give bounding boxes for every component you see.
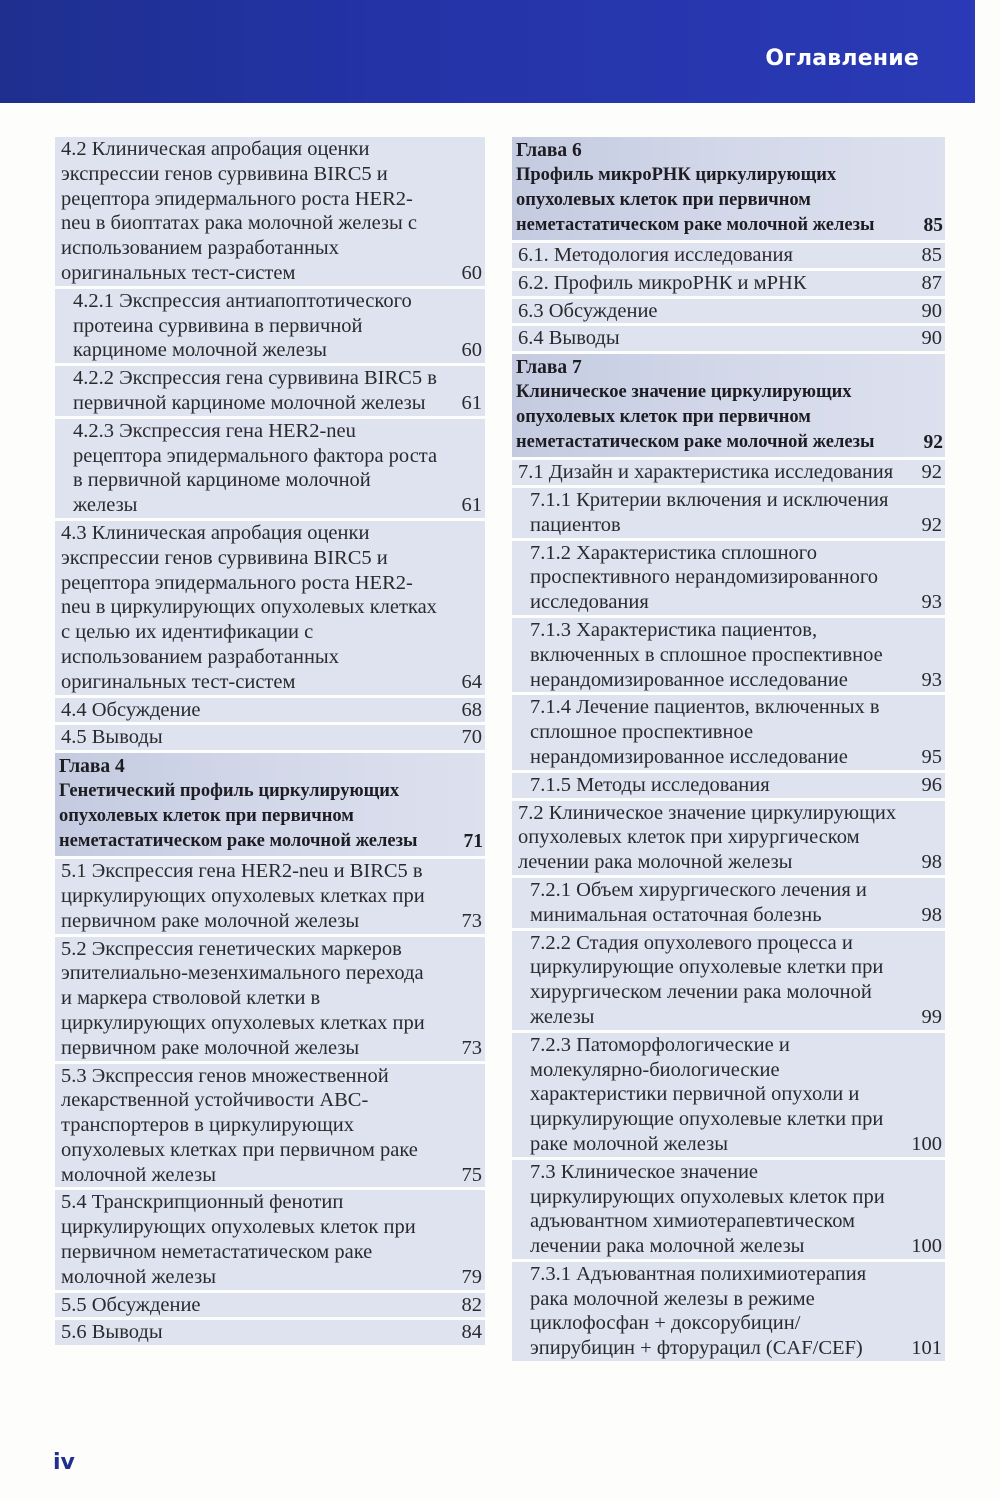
toc-entry[interactable] xyxy=(512,878,945,928)
toc-entry[interactable] xyxy=(55,289,485,363)
chapter-number: Глава 6 xyxy=(516,140,582,161)
chapter-heading[interactable] xyxy=(55,753,485,856)
toc-entry[interactable] xyxy=(512,931,945,1030)
toc-entry-page: 85 xyxy=(916,243,943,268)
chapter-title: Профиль микроРНК циркулирующих опухолевых клеток при первичном неметастатическом раке молочной железы xyxy=(516,165,875,235)
toc-entry[interactable] xyxy=(512,695,945,769)
toc-entry-page: 73 xyxy=(456,909,483,934)
toc-entry[interactable] xyxy=(512,299,945,324)
toc-entry-page: 98 xyxy=(916,903,943,928)
header-band xyxy=(0,0,975,103)
chapter-page-number: 92 xyxy=(923,432,943,454)
toc-entry-text: 7.3.1 Адъювантная полихимиотерапия рака молочной железы в режиме циклофосфан + доксорубицин/эпирубицин + фторурацил (CAF/CEF) xyxy=(530,1262,867,1360)
toc-entry[interactable] xyxy=(512,271,945,296)
toc-entry-page: 84 xyxy=(456,1320,483,1345)
toc-entry[interactable] xyxy=(512,1033,945,1157)
toc-entry[interactable] xyxy=(55,366,485,416)
toc-entry[interactable] xyxy=(512,488,945,538)
toc-entry-page: 90 xyxy=(916,326,943,351)
toc-entry-page: 99 xyxy=(916,1005,943,1030)
toc-entry-text: 7.2 Клиническое значение циркулирующих опухолевых клеток при хирургическом лечении рака молочной железы xyxy=(518,801,897,874)
toc-entry-text: 4.2.2 Экспрессия гена сурвивина BIRC5 в первичной карциноме молочной железы xyxy=(73,367,437,414)
toc-entry[interactable] xyxy=(55,1190,485,1289)
toc-entry-text: 6.1. Методология исследования xyxy=(518,244,793,266)
toc-entry[interactable] xyxy=(512,326,945,351)
toc-entry-page: 64 xyxy=(456,670,483,695)
toc-entry-page: 61 xyxy=(456,493,483,518)
toc-entry[interactable] xyxy=(512,243,945,268)
toc-entry-text: 4.5 Выводы xyxy=(61,726,163,749)
toc-entry-page: 92 xyxy=(916,460,943,485)
toc-entry[interactable] xyxy=(512,618,945,692)
toc-entry[interactable] xyxy=(512,541,945,615)
toc-entry-text: 7.1.3 Характеристика пациентов, включенных в сплошное проспективное нерандомизированное исследование xyxy=(530,618,883,691)
page-number: iv xyxy=(53,1450,75,1475)
toc-entry[interactable] xyxy=(55,1320,485,1345)
toc-entry-text: 4.4 Обсуждение xyxy=(61,698,201,721)
toc-entry[interactable] xyxy=(512,460,945,485)
toc-entry-text: 7.2.2 Стадия опухолевого процесса и циркулирующие опухолевые клетки при хирургическом лечении рака молочной железы xyxy=(530,931,884,1028)
toc-entry-page: 93 xyxy=(916,668,943,693)
toc-entry-page: 60 xyxy=(456,261,483,286)
toc-entry[interactable] xyxy=(55,137,485,286)
toc-entry-page: 101 xyxy=(905,1336,942,1361)
toc-entry-text: 4.2 Клиническая апробация оценки экспрессии генов сурвивина BIRC5 и рецептора эпидермального роста HER2-neu в биоптатах рака молочной железы с использованием разработанных оригинальных тест-систем xyxy=(61,138,418,284)
toc-entry[interactable] xyxy=(55,1064,485,1188)
chapter-page-number: 71 xyxy=(463,831,483,853)
toc-entry-text: 5.5 Обсуждение xyxy=(61,1293,201,1316)
chapter-heading[interactable] xyxy=(512,354,945,457)
toc-entry-page: 100 xyxy=(905,1132,942,1157)
toc-entry-text: 5.2 Экспрессия генетических маркеров эпителиально-мезенхимального перехода и маркера стволовой клетки в циркулирующих опухолевых клетках при первичном раке молочной железы xyxy=(61,937,425,1059)
toc-entry-text: 6.2. Профиль микроРНК и мРНК xyxy=(518,271,807,294)
section-title: Оглавление xyxy=(765,46,919,71)
toc-entry-text: 7.3 Клиническое значение циркулирующих опухолевых клеток при адъювантном химиотерапевтическом лечении рака молочной железы xyxy=(530,1160,885,1258)
toc-entry-page: 73 xyxy=(456,1036,483,1061)
toc-entry[interactable] xyxy=(55,725,485,750)
toc-entry-page: 92 xyxy=(916,513,943,538)
toc-entry-page: 82 xyxy=(456,1293,483,1318)
toc-entry-text: 5.3 Экспрессия генов множественной лекарственной устойчивости ABC-транспортеров в циркулирующих опухолевых клетках при первичном раке молочной железы xyxy=(61,1064,418,1186)
toc-entry-page: 93 xyxy=(916,590,943,615)
toc-entry-text: 7.1.5 Методы исследования xyxy=(530,773,770,796)
toc-entry-page: 90 xyxy=(916,299,943,324)
toc-entry-page: 79 xyxy=(456,1265,483,1290)
toc-entry-text: 7.1 Дизайн и характеристика исследования xyxy=(518,461,894,484)
toc-entry-page: 70 xyxy=(456,725,483,750)
chapter-heading[interactable] xyxy=(512,137,945,240)
chapter-number: Глава 4 xyxy=(59,756,125,778)
chapter-number: Глава 7 xyxy=(516,357,582,379)
toc-entry-text: 7.1.2 Характеристика сплошного проспективного нерандомизированного исследования xyxy=(530,541,878,614)
toc-entry-text: 5.6 Выводы xyxy=(61,1321,163,1344)
toc-entry-text: 6.3 Обсуждение xyxy=(518,299,658,322)
toc-entry[interactable] xyxy=(512,1262,945,1361)
toc-entry[interactable] xyxy=(512,773,945,798)
toc-entry-page: 96 xyxy=(916,773,943,798)
toc-entry-page: 95 xyxy=(916,745,943,770)
toc-entry[interactable] xyxy=(55,859,485,933)
chapter-page-number: 85 xyxy=(923,215,943,236)
toc-entry[interactable] xyxy=(512,1160,945,1259)
toc-entry-page: 87 xyxy=(916,271,943,296)
chapter-title: Клиническое значение циркулирующих опухолевых клеток при первичном неметастатическом раке молочной железы xyxy=(516,382,875,453)
toc-entry-page: 68 xyxy=(456,698,483,723)
toc-entry-text: 7.1.4 Лечение пациентов, включенных в сплошное проспективное нерандомизированное исследование xyxy=(530,696,880,768)
toc-entry-text: 7.2.3 Патоморфологические и молекулярно-биологические характеристики первичной опухоли и циркулирующие опухолевые клетки при раке молочной железы xyxy=(530,1033,884,1155)
toc-right-column xyxy=(512,137,945,1361)
toc-entry[interactable] xyxy=(55,521,485,695)
toc-entry[interactable] xyxy=(55,1293,485,1318)
toc-entry[interactable] xyxy=(55,937,485,1061)
toc-entry-text: 7.1.1 Критерии включения и исключения пациентов xyxy=(530,488,889,536)
toc-entry-text: 4.3 Клиническая апробация оценки экспрессии генов сурвивина BIRC5 и рецептора эпидермального роста HER2-neu в циркулирующих опухолевых клетках с целью их идентификации с использованием разработанных оригинальных тест-систем xyxy=(61,521,437,693)
toc-entry-text: 5.1 Экспрессия гена HER2-neu и BIRC5 в циркулирующих опухолевых клетках при первичном раке молочной железы xyxy=(61,860,425,932)
toc-entry-text: 7.2.1 Объем хирургического лечения и минимальная остаточная болезнь xyxy=(530,878,867,926)
toc-entry-text: 6.4 Выводы xyxy=(518,327,620,350)
toc-entry[interactable] xyxy=(55,419,485,518)
toc-left-column xyxy=(55,137,485,1345)
toc-entry-page: 75 xyxy=(456,1163,483,1188)
toc-entry-page: 98 xyxy=(916,850,943,875)
toc-entry-text: 4.2.1 Экспрессия антиапоптотического протеина сурвивина в первичной карциноме молочной железы xyxy=(73,289,412,362)
toc-entry-page: 61 xyxy=(456,391,483,416)
toc-entry-page: 60 xyxy=(456,338,483,363)
toc-entry-text: 4.2.3 Экспрессия гена HER2-neu рецептора эпидермального фактора роста в первичной карциноме молочной железы xyxy=(73,419,438,517)
toc-entry-text: 5.4 Транскрипционный фенотип циркулирующих опухолевых клеток при первичном неметастатическом раке молочной железы xyxy=(61,1191,416,1288)
toc-entry[interactable] xyxy=(512,801,945,875)
toc-entry[interactable] xyxy=(55,698,485,723)
toc-entry-page: 100 xyxy=(905,1234,942,1259)
chapter-title: Генетический профиль циркулирующих опухолевых клеток при первичном неметастатическом раке молочной железы xyxy=(59,781,418,852)
